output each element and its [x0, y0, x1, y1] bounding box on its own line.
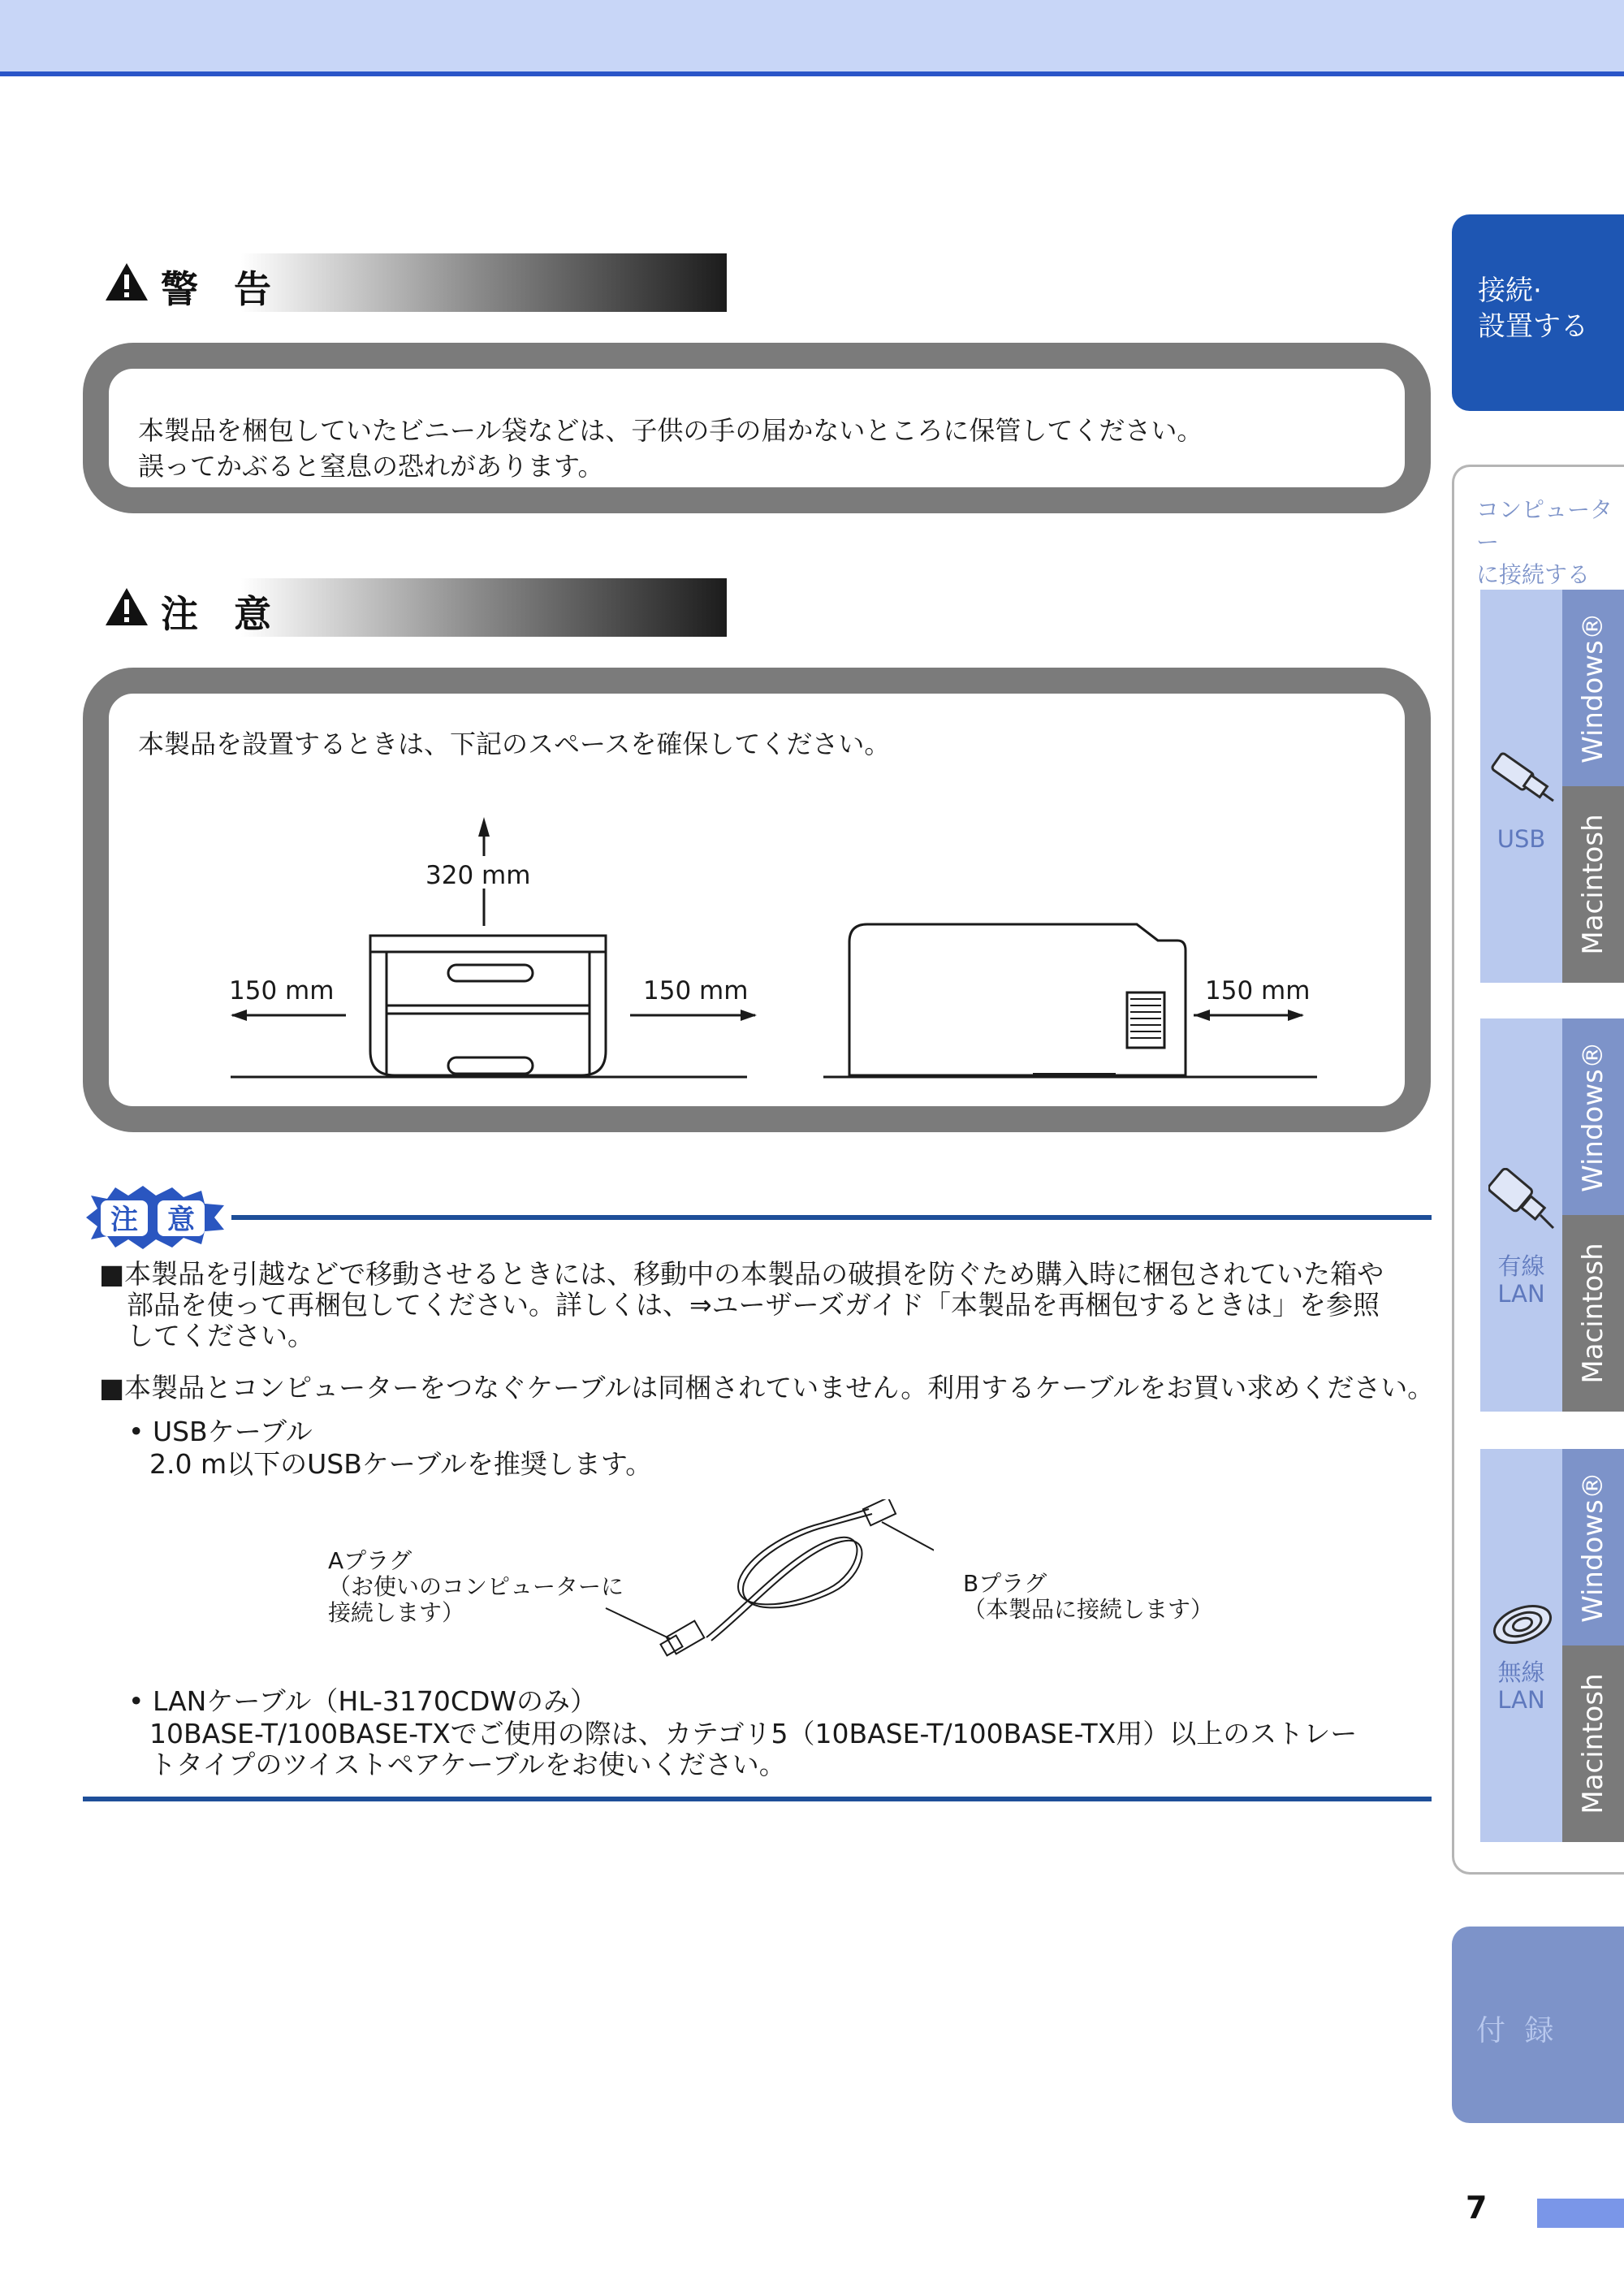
tab-wired-windows[interactable] [1562, 1018, 1624, 1215]
dim-side-label: 150 mm [1205, 976, 1311, 1005]
notice-badge-icon [83, 1184, 229, 1251]
sidebar-wireless-lan-block [1480, 1449, 1624, 1842]
caution-triangle-icon [104, 586, 149, 627]
tab-appendix-label: 付 録 [1476, 2014, 1559, 2048]
notice-para-1 [99, 1259, 1439, 1351]
lan-line2: トタイプのツイストペアケーブルをお使いください。 [149, 1749, 786, 1780]
tab-appendix[interactable] [1452, 1927, 1624, 2123]
clearance-diagram [109, 694, 1405, 1106]
tab-wired-macintosh[interactable] [1562, 1215, 1624, 1412]
notice-p1-line1: ■本製品を引越などで移動させるときには、移動中の本製品の破損を防ぐため購入時に梱包されていた箱や [99, 1258, 1384, 1290]
sidebar-title-line1: コンピューター [1476, 496, 1613, 556]
wired-windows-label: Windows® [1577, 1041, 1609, 1192]
dim-left-label: 150 mm [229, 976, 335, 1005]
warning-text-line2: 誤ってかぶると窒息の恐れがあります。 [138, 451, 604, 482]
wireless-windows-label: Windows® [1577, 1472, 1609, 1623]
wired-label-line2: LAN [1497, 1280, 1545, 1308]
usb-label: USB [1497, 825, 1546, 853]
warning-header [104, 253, 727, 312]
sidebar-title-line2: に接続する [1476, 561, 1591, 588]
dim-right-label: 150 mm [643, 976, 749, 1005]
notice-p1-line3: してください。 [127, 1320, 314, 1351]
usb-cable-illustration [601, 1499, 934, 1678]
lan-plug-icon [1488, 1168, 1557, 1233]
sidebar-section-title [1476, 494, 1624, 591]
dim-top-label: 320 mm [425, 861, 531, 890]
plug-a-line2: （お使いのコンピューターに [328, 1573, 624, 1600]
tab-usb-macintosh[interactable] [1562, 786, 1624, 983]
usb-mac-label: Macintosh [1577, 814, 1609, 955]
wireless-icon [1488, 1600, 1557, 1649]
wireless-lan-label [1480, 1658, 1562, 1714]
sidebar-usb-block [1480, 590, 1624, 983]
wireless-label-line2: LAN [1497, 1686, 1545, 1714]
notice-p1-line2: 部品を使って再梱包してください。詳しくは、⇒ユーザーズガイド「本製品を再梱包するときは」を参照 [127, 1289, 1380, 1321]
tab-connect-line2: 設置する [1478, 310, 1588, 343]
wired-mac-label: Macintosh [1577, 1243, 1609, 1384]
lan-cable-title: • LANケーブル（HL-3170CDWのみ） [128, 1685, 597, 1717]
page-number: 7 [1466, 2190, 1488, 2225]
tab-wireless-windows[interactable] [1562, 1449, 1624, 1645]
caution-text: 本製品を設置するときは、下記のスペースを確保してください。 [138, 729, 891, 759]
lan-line1: 10BASE-T/100BASE-TXでご使用の際は、カテゴリ5（10BASE-T/100BASE-TX用）以上のストレー [149, 1718, 1358, 1749]
wireless-label-line1: 無線 [1497, 1658, 1545, 1686]
notice-bottom-rule [83, 1797, 1432, 1801]
warning-title: 警 告 [161, 267, 283, 311]
tab-wireless-macintosh[interactable] [1562, 1645, 1624, 1842]
notice-p2: ■本製品とコンピューターをつなぐケーブルは同梱されていません。利用するケーブルをお買い求めください。 [99, 1372, 1435, 1403]
tab-connect-setup[interactable] [1452, 214, 1624, 411]
warning-text-line1: 本製品を梱包していたビニール袋などは、子供の手の届かないところに保管してください。 [138, 415, 1203, 446]
tab-connect-label [1478, 273, 1588, 344]
plug-b-line2: （本製品に接続します） [963, 1596, 1214, 1623]
svg-text:意: 意 [167, 1204, 195, 1236]
tab-usb-windows[interactable] [1562, 590, 1624, 786]
notice-rule [231, 1215, 1432, 1220]
page-number-bar [1537, 2199, 1624, 2228]
wireless-mac-label: Macintosh [1577, 1673, 1609, 1814]
svg-text:注: 注 [110, 1204, 138, 1236]
plug-a-caption [328, 1548, 624, 1626]
caution-header [104, 578, 727, 637]
lan-cable-text [149, 1719, 1440, 1780]
plug-b-caption [963, 1571, 1213, 1623]
caution-box [83, 668, 1431, 1132]
wired-lan-label [1480, 1252, 1562, 1308]
usb-plug-icon [1488, 750, 1557, 807]
plug-a-line1: Aプラグ [328, 1547, 412, 1574]
warning-box [83, 343, 1431, 513]
plug-a-line3: 接続します） [328, 1599, 465, 1626]
usb-cable-title: • USBケーブル [128, 1416, 313, 1447]
usb-cable-text: 2.0 m以下のUSBケーブルを推奨します。 [149, 1448, 653, 1480]
wired-label-line1: 有線 [1497, 1252, 1545, 1280]
sidebar-wired-lan-block [1480, 1018, 1624, 1412]
caution-title: 注 意 [161, 592, 283, 636]
usb-windows-label: Windows® [1577, 612, 1609, 763]
top-band [0, 0, 1624, 76]
tab-connect-line1: 接続· [1478, 275, 1542, 307]
plug-b-line1: Bプラグ [963, 1570, 1047, 1597]
warning-triangle-icon [104, 262, 149, 302]
